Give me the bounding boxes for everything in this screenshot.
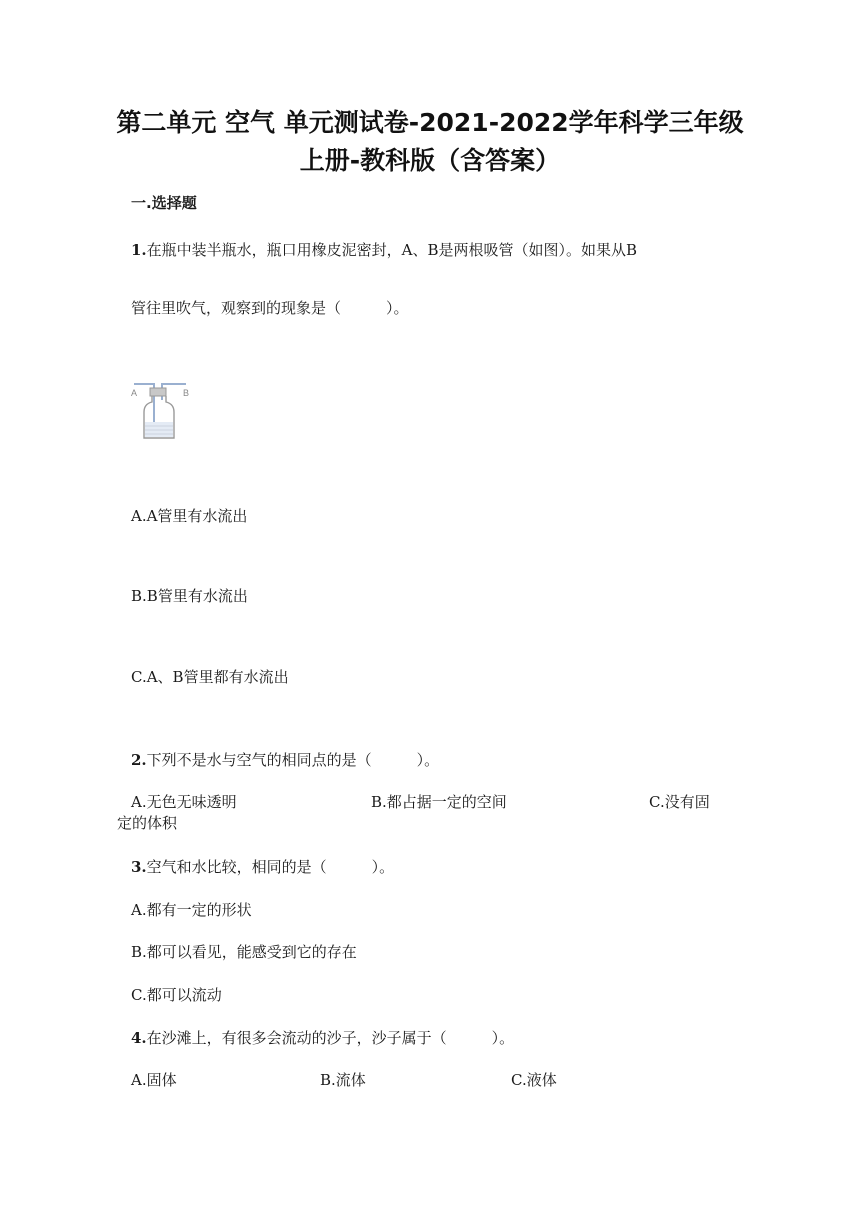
option-4b: B.流体 bbox=[320, 1071, 366, 1089]
question-number: 1. bbox=[131, 241, 147, 259]
question-3 bbox=[131, 857, 394, 877]
option-3c: C.都可以流动 bbox=[131, 986, 222, 1004]
question-1 bbox=[131, 240, 637, 260]
page-title: 第二单元 空气 单元测试卷-2021-2022学年科学三年级上册-教科版（含答案） bbox=[116, 108, 744, 175]
question-text: 下列不是水与空气的相同点的是（ ）。 bbox=[146, 751, 440, 769]
option-1c: C.A、B管里都有水流出 bbox=[131, 668, 289, 686]
option-4a: A.固体 bbox=[131, 1071, 177, 1089]
option-4c: C.液体 bbox=[511, 1071, 557, 1089]
option-3a: A.都有一定的形状 bbox=[131, 901, 252, 919]
question-4 bbox=[131, 1028, 514, 1048]
question-2 bbox=[131, 750, 439, 770]
question-1-line2: 管往里吹气，观察到的现象是（ ）。 bbox=[131, 299, 409, 317]
option-2c-continuation: 定的体积 bbox=[117, 814, 178, 832]
question-text: 空气和水比较，相同的是（ ）。 bbox=[146, 858, 395, 876]
bottle-stopper bbox=[150, 388, 166, 396]
option-2c: C.没有固 bbox=[649, 793, 710, 811]
question-text: 在沙滩上，有很多会流动的沙子，沙子属于（ ）。 bbox=[146, 1029, 515, 1047]
question-number: 4. bbox=[131, 1029, 147, 1047]
option-2a: A.无色无味透明 bbox=[131, 793, 237, 811]
figure-label-a: A bbox=[131, 388, 138, 398]
question-number: 2. bbox=[131, 751, 147, 769]
option-1b: B.B管里有水流出 bbox=[131, 587, 248, 605]
bottle-figure bbox=[128, 374, 194, 442]
section-heading: 一.选择题 bbox=[131, 194, 197, 212]
figure-label-b: B bbox=[183, 388, 190, 398]
option-1a: A.A管里有水流出 bbox=[131, 507, 248, 525]
option-2b: B.都占据一定的空间 bbox=[371, 793, 507, 811]
question-text-line1: 在瓶中装半瓶水，瓶口用橡皮泥密封，A、B是两根吸管（如图）。如果从B bbox=[146, 241, 638, 259]
question-number: 3. bbox=[131, 858, 147, 876]
option-3b: B.都可以看见，能感受到它的存在 bbox=[131, 943, 357, 961]
bottle-water bbox=[145, 422, 173, 437]
